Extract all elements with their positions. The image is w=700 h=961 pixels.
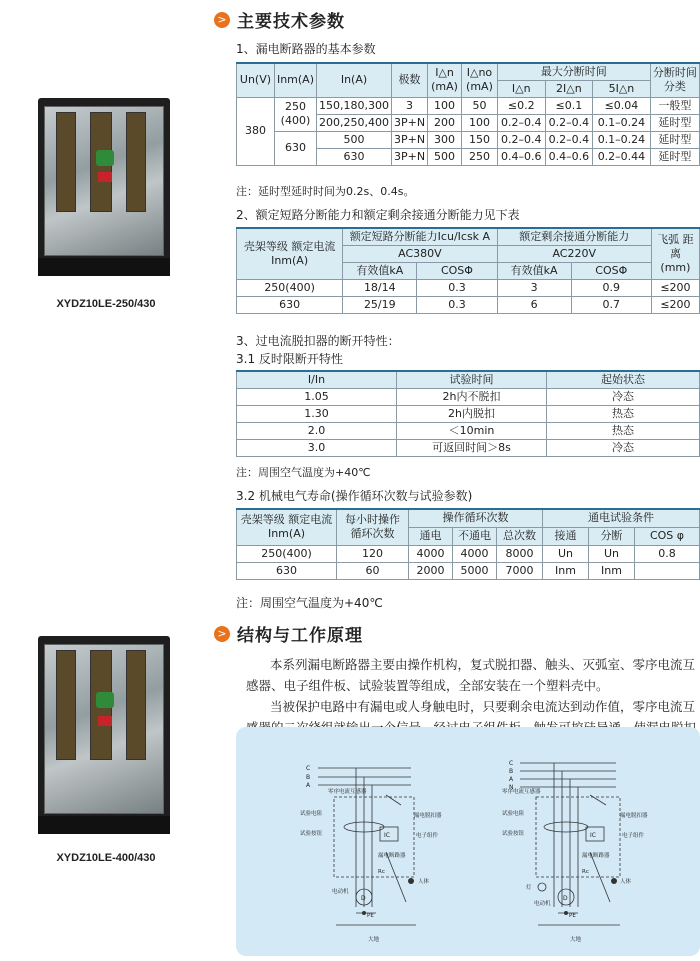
cell: ≤0.1	[545, 97, 593, 114]
th-test-time: 试验时间	[397, 371, 547, 388]
ic-label: IC	[384, 832, 390, 839]
cell: 可返回时间＞8s	[397, 439, 547, 456]
cell: 热态	[547, 405, 700, 422]
table-row	[237, 97, 700, 114]
cell: 0.7	[571, 296, 651, 313]
cell: 5000	[453, 562, 497, 579]
th-frame: 壳架等级 额定电流 Inm(A)	[237, 228, 343, 279]
phase-label: A	[306, 782, 311, 789]
product-image-top	[38, 98, 170, 276]
cell: 2h内脱扣	[397, 405, 547, 422]
product-caption-bottom: XYDZ10LE-400/430	[56, 852, 156, 864]
cell	[635, 562, 700, 579]
cell: 延时型	[650, 148, 699, 165]
cell: 0.1–0.24	[593, 114, 651, 131]
cell: 300	[428, 131, 462, 148]
rc-label: Rc	[582, 869, 589, 875]
earth-label: 大地	[570, 937, 582, 943]
phase-label: B	[306, 774, 311, 781]
cell: 0.3	[417, 279, 497, 296]
table3-subtitle: 3、过电流脱扣器的断开特性：	[236, 334, 400, 348]
motor-caption: 电动机	[534, 901, 551, 907]
cell: 1.30	[237, 405, 397, 422]
test-button-label: 试验按钮	[300, 831, 323, 837]
th-frame: 壳架等级 额定电流Inm(A)	[237, 509, 337, 545]
cell: ＜10min	[397, 422, 547, 439]
ecu-label: 电子组件	[416, 833, 439, 839]
pe-label: PE	[367, 913, 374, 919]
cell: 200	[428, 114, 462, 131]
paragraph-1: 本系列漏电断路器主要由操作机构，复式脱扣器、触头、灭弧室、零序电流互感器、电子组件板、试验装置等组成，全部安装在一个塑料壳中。	[246, 657, 696, 693]
th-cos: COS φ	[635, 527, 700, 545]
table-mech-life	[236, 508, 700, 580]
cell: ≤0.04	[593, 97, 651, 114]
ecu-label: 电子组件	[622, 833, 645, 839]
table-basic-params	[236, 62, 700, 166]
cell: 150	[462, 131, 498, 148]
table-row	[237, 545, 700, 562]
th-on: 通电	[409, 527, 453, 545]
circuit-diagram-panel	[236, 727, 700, 956]
table2-subtitle: 2、额定短路分断能力和额定剩余接通分断能力见下表	[236, 208, 520, 222]
cell: 630	[237, 562, 337, 579]
table-row	[237, 296, 700, 313]
lamp-label: 灯	[526, 885, 532, 891]
table-row	[237, 405, 700, 422]
cell: 3.0	[237, 439, 397, 456]
th-poles: 极数	[391, 63, 427, 97]
th-inm: Inm(A)	[274, 63, 316, 97]
table-breaking-capacity	[236, 227, 700, 314]
cell: 0.4–0.6	[497, 148, 545, 165]
table1-subtitle: 1、漏电断路器的基本参数	[236, 42, 376, 56]
table-row	[237, 279, 700, 296]
cell: 25/19	[343, 296, 417, 313]
th-total: 总次数	[497, 527, 543, 545]
cell: 3P+N	[391, 131, 427, 148]
cell: 2000	[409, 562, 453, 579]
cell: 50	[462, 97, 498, 114]
th-close: 接通	[543, 527, 589, 545]
cell: Inm	[589, 562, 635, 579]
table3-note: 注：周围空气温度为+40℃	[236, 466, 371, 479]
cell: 7000	[497, 562, 543, 579]
motor-label: D	[563, 895, 568, 902]
cell: 延时型	[650, 131, 699, 148]
cell: Un	[543, 545, 589, 562]
cell: 100	[428, 97, 462, 114]
cell: 60	[337, 562, 409, 579]
th-in: In(A)	[317, 63, 392, 97]
cell: 0.2–0.4	[497, 114, 545, 131]
pe-label: PE	[569, 913, 576, 919]
cell: Un	[589, 545, 635, 562]
th-idn: I△n (mA)	[428, 63, 462, 97]
cell-inm-a: 250 (400)	[274, 97, 316, 131]
th-idn5: 5I△n	[593, 80, 651, 97]
cell: 6	[497, 296, 571, 313]
table-row	[237, 388, 700, 405]
ct-label: 零序电流互感器	[328, 789, 367, 795]
cell: 4000	[453, 545, 497, 562]
table4-note: 注：周围空气温度为+40℃	[236, 596, 383, 610]
th-un: Un(V)	[237, 63, 275, 97]
th-ratio: I/In	[237, 371, 397, 388]
ct-label: 零序电流互感器	[502, 789, 541, 795]
section-title-text: 结构与工作原理	[237, 626, 363, 646]
cell: 630	[237, 296, 343, 313]
cell: 0.3	[417, 296, 497, 313]
th-state: 起始状态	[547, 371, 700, 388]
cell: 2h内不脱扣	[397, 388, 547, 405]
cell: 18/14	[343, 279, 417, 296]
section-title-structure	[214, 621, 363, 646]
breaker-label: 漏电断路器	[582, 853, 610, 859]
table-row	[237, 422, 700, 439]
cell: 0.8	[635, 545, 700, 562]
table3-subtitle2: 3.1 反时限断开特性	[236, 352, 343, 366]
cell: 0.2–0.44	[593, 148, 651, 165]
phase-label: N	[509, 784, 514, 791]
th-ac380: AC380V	[343, 245, 497, 262]
trip-label: 漏电脱扣器	[414, 813, 442, 819]
table4-subtitle: 3.2 机械电气寿命(操作循环次数与试验参数)	[236, 489, 473, 503]
bullet-icon: >	[214, 12, 230, 28]
th-off: 不通电	[453, 527, 497, 545]
cell: 延时型	[650, 114, 699, 131]
cell: 3P+N	[391, 114, 427, 131]
th-ac220: AC220V	[497, 245, 651, 262]
table1-note: 注：延时型延时时间为0.2s、0.4s。	[236, 185, 415, 198]
cell: 1.05	[237, 388, 397, 405]
test-button-label: 试验按钮	[502, 831, 525, 837]
motor-label: D	[361, 895, 366, 902]
cell: 100	[462, 114, 498, 131]
cell: 冷态	[547, 388, 700, 405]
th-cos1: COSΦ	[417, 262, 497, 279]
section-title-text: 主要技术参数	[237, 12, 345, 32]
cell: 0.2–0.4	[545, 131, 593, 148]
th-eff2: 有效值kA	[497, 262, 571, 279]
test-resistor-label: 试验电阻	[502, 811, 525, 817]
cell: 热态	[547, 422, 700, 439]
cell: 3P+N	[391, 148, 427, 165]
table-row	[237, 562, 700, 579]
cell: 120	[337, 545, 409, 562]
cell: 3	[497, 279, 571, 296]
th-arc: 飞弧 距离 (mm)	[651, 228, 699, 279]
test-resistor-label: 试验电阻	[300, 811, 323, 817]
cell: 4000	[409, 545, 453, 562]
th-test-cond: 通电试验条件	[543, 509, 700, 527]
product-caption-top: XYDZ10LE-250/430	[56, 298, 156, 310]
th-idn1: I△n	[497, 80, 545, 97]
cell: 一般型	[650, 97, 699, 114]
section-title-specs	[214, 7, 345, 32]
th-class: 分断时间 分类	[650, 63, 699, 97]
motor-caption: 电动机	[332, 889, 349, 895]
cell: 200,250,400	[317, 114, 392, 131]
cell: 0.4–0.6	[545, 148, 593, 165]
cell: 0.2–0.4	[497, 131, 545, 148]
table-row	[237, 131, 700, 148]
cell: ≤0.2	[497, 97, 545, 114]
th-remaining: 额定剩余接通分断能力	[497, 228, 651, 245]
th-idno: I△no (mA)	[462, 63, 498, 97]
cell-un: 380	[237, 97, 275, 165]
phase-label: B	[509, 768, 514, 775]
th-idn2: 2I△n	[545, 80, 593, 97]
product-image-bottom	[38, 636, 170, 834]
th-open: 分断	[589, 527, 635, 545]
cell: 250(400)	[237, 279, 343, 296]
ic-label: IC	[590, 832, 596, 839]
cell: ≤200	[651, 296, 699, 313]
cell: 250(400)	[237, 545, 337, 562]
cell: ≤200	[651, 279, 699, 296]
table-row	[237, 439, 700, 456]
circuit-diagram	[236, 727, 700, 956]
phase-label: C	[306, 765, 311, 772]
breaker-label: 漏电断路器	[378, 853, 406, 859]
cell: 冷态	[547, 439, 700, 456]
cell: Inm	[543, 562, 589, 579]
person-label: 人体	[620, 879, 632, 885]
cell: 150,180,300	[317, 97, 392, 114]
bullet-icon: >	[214, 626, 230, 642]
cell: 3	[391, 97, 427, 114]
cell: 0.1–0.24	[593, 131, 651, 148]
paragraph-2: 当被保护电路中有漏电或人身触电时，只要剩余电流达到动作值，零序电流互	[270, 699, 696, 714]
cell: 0.2–0.4	[545, 114, 593, 131]
cell: 0.9	[571, 279, 651, 296]
table-inverse-time	[236, 370, 700, 457]
rc-label: Rc	[378, 869, 385, 875]
earth-label: 大地	[368, 937, 380, 943]
product-column	[0, 0, 212, 961]
th-cos2: COSΦ	[571, 262, 651, 279]
cell: 2.0	[237, 422, 397, 439]
cell: 250	[462, 148, 498, 165]
trip-label: 漏电脱扣器	[620, 813, 648, 819]
th-icu: 额定短路分断能力Icu/Icsk A	[343, 228, 497, 245]
cell: 630	[317, 148, 392, 165]
th-eff1: 有效值kA	[343, 262, 417, 279]
cell: 8000	[497, 545, 543, 562]
phase-label: C	[509, 760, 514, 767]
th-per-hour: 每小时操作 循环次数	[337, 509, 409, 545]
th-cycles: 操作循环次数	[409, 509, 543, 527]
person-label: 人体	[418, 879, 430, 885]
cell-inm-b: 630	[274, 131, 316, 165]
cell: 500	[428, 148, 462, 165]
phase-label: A	[509, 776, 514, 783]
cell: 500	[317, 131, 392, 148]
th-max-break: 最大分断时间	[497, 63, 650, 80]
